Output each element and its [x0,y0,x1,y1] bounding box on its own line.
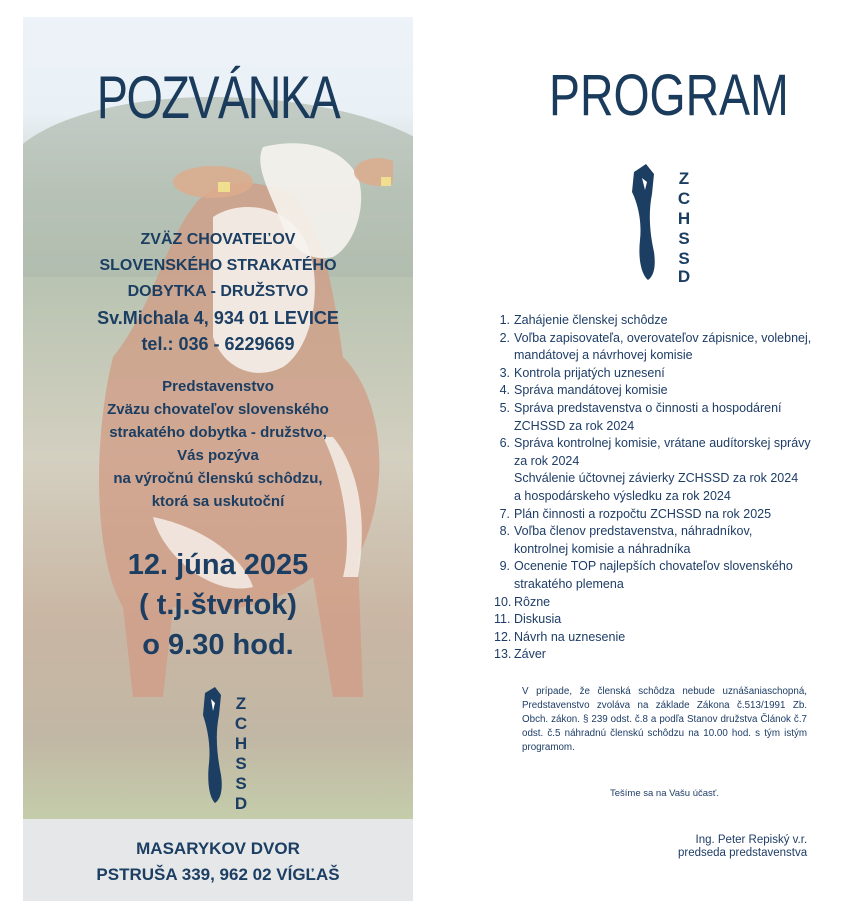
program-item-text: Voľba zapisovateľa, overovateľov zápisnice, volebnej, [514,330,812,345]
venue-address: PSTRUŠA 339, 962 02 VÍGĽAŠ [96,865,340,884]
thanks-text: Tešíme sa na Vašu účasť. [610,788,719,799]
program-item-number: 9. [499,559,510,574]
svg-text:S: S [235,754,247,773]
signature [678,834,807,860]
program-item-text: strakatého plemena [514,576,624,591]
zchssd-logo-icon [201,685,257,809]
svg-text:S: S [678,249,690,268]
program-item-text: mandátovej a návrhovej komisie [514,348,693,363]
svg-text:D: D [677,267,691,284]
program-list [494,312,830,664]
venue-footer [23,819,413,901]
event-weekday: ( t.j.štvrtok) [139,589,297,621]
program-item [494,435,830,505]
svg-text:H: H [234,734,248,753]
program-item-text: Návrh na uznesenie [514,629,626,644]
svg-text:Z: Z [235,694,247,713]
program-item-number: 3. [499,365,510,380]
program-item [494,629,830,647]
svg-text:Z: Z [678,169,690,188]
program-item-number: 6. [499,436,510,451]
svg-text:C: C [234,714,248,733]
program-item [494,611,830,629]
svg-text:S: S [235,774,247,793]
program-item [494,365,830,383]
program-item-text: Voľba členov predstavenstva, náhradníkov, [514,524,753,539]
event-date [23,545,413,665]
invitation-title: POZVÁNKA [96,64,340,131]
program-item [494,312,830,330]
program-item-number: 11. [494,612,511,627]
program-item [494,382,830,400]
program-item-text: Plán činnosti a rozpočtu ZCHSSD na rok 2025 [514,506,772,521]
program-item-number: 10. [494,594,512,609]
program-item-text: Správa predstavenstva o činnosti a hospodárení [514,400,782,415]
organization-block [23,227,413,357]
program-item-number: 5. [499,400,510,415]
program-item-text: Schválenie účtovnej závierky ZCHSSD za rok 2024 [514,471,799,486]
program-item [494,646,830,664]
org-line: SLOVENSKÉHO STRAKATÉHO [99,257,337,274]
org-phone: tel.: 036 - 6229669 [141,334,295,354]
event-time: o 9.30 hod. [142,629,294,661]
svg-text:C: C [677,189,691,208]
program-item-text: ZCHSSD za rok 2024 [514,418,635,433]
invitation-panel [23,17,413,901]
program-title: PROGRAM [549,63,789,128]
invite-line: ktorá sa uskutoční [151,493,285,510]
program-item-number: 13. [494,647,512,662]
program-item [494,558,830,593]
program-item-number: 12. [494,629,512,644]
program-item-text: za rok 2024 [514,453,580,468]
program-item-text: Diskusia [514,612,562,627]
program-item [494,400,830,435]
program-item-text: a hospodárskeho výsledku za rok 2024 [514,488,731,503]
signature-role: predseda predstavenstva [678,847,808,859]
program-item-number: 1. [499,313,510,327]
org-line: DOBYTKA - DRUŽSTVO [127,283,309,300]
program-item-text: Záver [514,647,546,662]
program-item-text: Správa kontrolnej komisie, vrátane audítorskej správy [514,436,811,451]
org-line: ZVÄZ CHOVATEĽOV [140,231,296,248]
svg-text:S: S [678,229,690,248]
invite-line: Vás pozýva [177,447,259,464]
invite-line: Predstavenstvo [162,378,274,395]
quorum-note: V prípade, že členská schôdza nebude uznášaniaschopná, Predstavenstvo zvoláva na základe Zákona č.513/1991 Zb. Obch. zákon. § 239 odst. č.8 a podľa Stanov družstva Článok č.7 odst. č.5 náhradnú členskú schôdzu na 10.00 hod. s tým istým programom. [522,686,807,753]
program-item-number: 8. [499,524,510,539]
org-address: Sv.Michala 4, 934 01 LEVICE [97,308,339,328]
program-item-text: kontrolnej komisie a náhradníka [514,541,691,556]
signature-name: Ing. Peter Repiský v.r. [695,834,808,846]
program-item [494,523,830,558]
program-item-number: 4. [499,383,510,398]
program-item-text: Ocenenie TOP najlepších chovateľov slovenského [514,559,793,574]
invite-line: Zväzu chovateľov slovenského [107,401,329,418]
program-item-text: Kontrola prijatých uznesení [514,365,665,380]
svg-text:H: H [677,209,691,228]
program-item [494,330,830,365]
invite-line: na výročnú členskú schôdzu, [113,470,323,487]
program-item-number: 2. [499,330,510,345]
program-item [494,506,830,524]
venue-name: MASARYKOV DVOR [136,839,300,858]
program-item-number: 7. [499,506,510,521]
event-day: 12. júna 2025 [127,549,309,581]
program-item-text: Rôzne [514,594,551,609]
program-item-text: Zahájenie členskej schôdze [514,313,668,327]
invite-line: strakatého dobytka - družstvo, [109,424,327,441]
invitation-text [23,375,413,513]
zchssd-logo-icon [630,162,700,284]
program-item [494,594,830,612]
program-item-text: Správa mandátovej komisie [514,383,668,398]
svg-text:D: D [234,794,248,809]
